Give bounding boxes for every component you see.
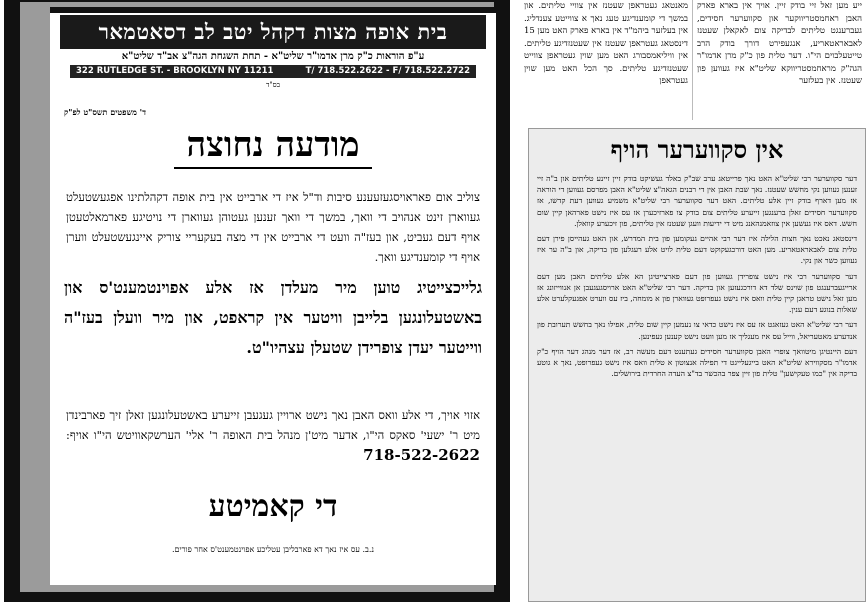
signature: די קאמיטע xyxy=(208,489,338,524)
article-paragraph: דער רבי שליט"א האט געזאגט אז עס איז נישט כדאי צו נעמען קיין שום טלית, אפילו נאך בחשש תערובת פון אנדערע מאטעריאל, ווייל עס איז מעגליך אז מען וועט נישט קענען געפינען. xyxy=(537,320,857,341)
contact-phone: 718-522-2622 xyxy=(363,446,480,464)
advertisement xyxy=(50,7,496,585)
news-column-right: ייע מען זאל זיי בודק זיין. אויך אין בארא פארק האבן ראחמסטריווקער און סקווערער חסידים, געברענגט טליתים לבדיקה צום לאקאלן שעטנז לאבאראטאריע, אנגעפירט דורך בודק הרב טייטעלבוים הי"ו. דער טלית פון כ"ק מרן אדמו"ר הגה"ק מראחמסטריווקא שליט"א איז געווען פון שעטנז. אין בעלזער xyxy=(692,0,866,120)
article-box xyxy=(528,128,866,602)
advertisement-border xyxy=(4,0,510,602)
contact-text: אזוי אויך, די אלע וואס האבן נאך נישט ארויין געגעבן זייערע באשטעלונגען זאלן זיך פארבינדן מיט ר' ישעי' סאקס הי"ו, אדער מיט'ן מנהל בית האופה ר' אלי' הערשקאוויטש הי"ו אויף: xyxy=(66,408,480,442)
advertisement-frame xyxy=(20,2,494,592)
subtitle: ע"פ הוראות כ"ק מרן אדמו"ר שליט"א - תחת השגחת הגה"צ אב"ד שליט"א xyxy=(121,51,425,62)
article-body xyxy=(537,173,857,383)
notice-paragraph-1: צוליב אום פאראויסגעזעענע סיבות וד"ל איז די ארבייט אין בית אופה דקהלתינו אפגעשטעלט געווארן זינט אנהויב די וואך, במשך די וואך זענען געטוהן געווארן די נויטיגע פארמאלטעטן אויף דעם געביט, און בעז"ה וועט די ארבייט אין די מצה בעקעריי צוריק איינגעשטעלט ווערן אויף די קומענדיגע וואך. xyxy=(66,190,480,264)
article-paragraph: דעם היינטיגן מיטוואך צופרי האבן סקווערער חסידים געתענט דעם מעשה רב, אז דער מנהג דער הויף כ"ק אדמו"ר מסקווירא שליט"א האט בייגעלייגט די תפילה אנצוטון א טלית וואס איז נישט געפרופט, נאך א גוטע בדיקה אין "כמו טעקישען" טלית פון זיין צפר בהכשר בד"צ העדה החרדית בירושלים. xyxy=(537,346,857,379)
notice-paragraph-3 xyxy=(66,405,480,466)
news-columns xyxy=(520,0,866,120)
notice-paragraph-2: גלייכצייטיג טוען מיר מעלדן אז אלע אפוינטמענט'ס און באשטעלונגען בלייבן וויטער אין קראפט, און מיר וועלן בעז"ה ווייטער יעדן צופרידן שטעלן עצהיו"ט. xyxy=(64,278,482,357)
top-band xyxy=(50,7,496,13)
notice-heading xyxy=(50,125,496,165)
notice-date: ד' משפטים תשס"ט לפ"ק xyxy=(64,107,146,117)
news-column-left: מאנטאג געטראפן שעטנז אין צוויי טליתים. און במשך די קומענדיגע טעג נאך א צווייטע צענדליג. אין בעלזער ביהמ"ד אין בארא פארק האט מען 15 דינסטאג געטראפן שעטנז אין שעטנזדיגע טליתים. אין וויליאמסבורג האט מען שוין געטראפן צווייט שעטנזדיגע טליתים. סך הכל האט מען שוין געטראפן xyxy=(524,1,688,86)
phone-fax: T/ 718.522.2622 - F/ 718.522.2722 xyxy=(305,66,470,76)
address: 322 RUTLEDGE ST. - BROOKLYN NY 11211 xyxy=(76,66,274,76)
news-section xyxy=(520,0,868,606)
article-title: אין סקווערער הויף xyxy=(610,135,784,164)
address-bar xyxy=(70,65,476,78)
article-paragraph: דינסטאג נאכט נאך חצות הלילה איז דער רבי אהיים געקומען פון בית המדרש, און האט געהייסן פירן דעם טלית צום לאבאראטאריע. מען האט דורכגעקוקט דעם טלית לויט אלע רעגלען פון בדיקה, און ב"ה ער איז געווען כשר און נקי. xyxy=(537,234,857,266)
bakery-title: בית אופה מצות דקהל יטב לב דסאטמאר xyxy=(60,15,486,49)
postscript: נ.ב. עס איז נאך דא פארבליבן עטליכע אפוינטמענט'ס אחר פורים. xyxy=(171,545,375,554)
article-paragraph: דער סקווערער רבי שליט"א האט נאך פרייטאג ערב שב"ק באלד געשיקט בודק זיין זיינע טליתים און ב"ה זיי זענען געווען נקי מחשש שעטנז. נאך שבת האבן אין די רבנים הגאה"צ שליט"א האבן מפרסם געווען די הוראה אז מען דארף בודק זיין אלע טליתים. האט דער סקווערער רבי שליט"א משמיע געווען דעת קדשו, אז סקווערער חסידים זאלן ברענגען זייערע טליתים צום בודק צו פארזיכערן אז עס איז נישט פארהאן קיין שום חשש. דאס איז געשען אין צוזאמנהאנג מיט די ידיעות וועגן שעטנז אין טליתים, פון זיכערע קוואלן. xyxy=(537,174,857,228)
article-paragraph: דער סקווערער רבי איז נישט צופרידן געווען פון דעם פארצייטיגן הא אלע טליתים האבן מען דעם ארייגעברענגט פון שוינס שלד דא דורכגעזען און בדיקה. דער רבי שליט"א האט ארויסגעגעבן אן אנווייזונג אז מען זאל נישט טראגן קיין טלית וואס איז נישט געפרופט געווארן פון א מומחה, ביז עס ווערט אפגעקלערט אלע שאלות בנוגע דעם ענין. xyxy=(537,271,857,315)
bsd-mark: בס"ד xyxy=(266,81,280,89)
notice-heading-text: מודעה נחוצה xyxy=(174,125,371,169)
